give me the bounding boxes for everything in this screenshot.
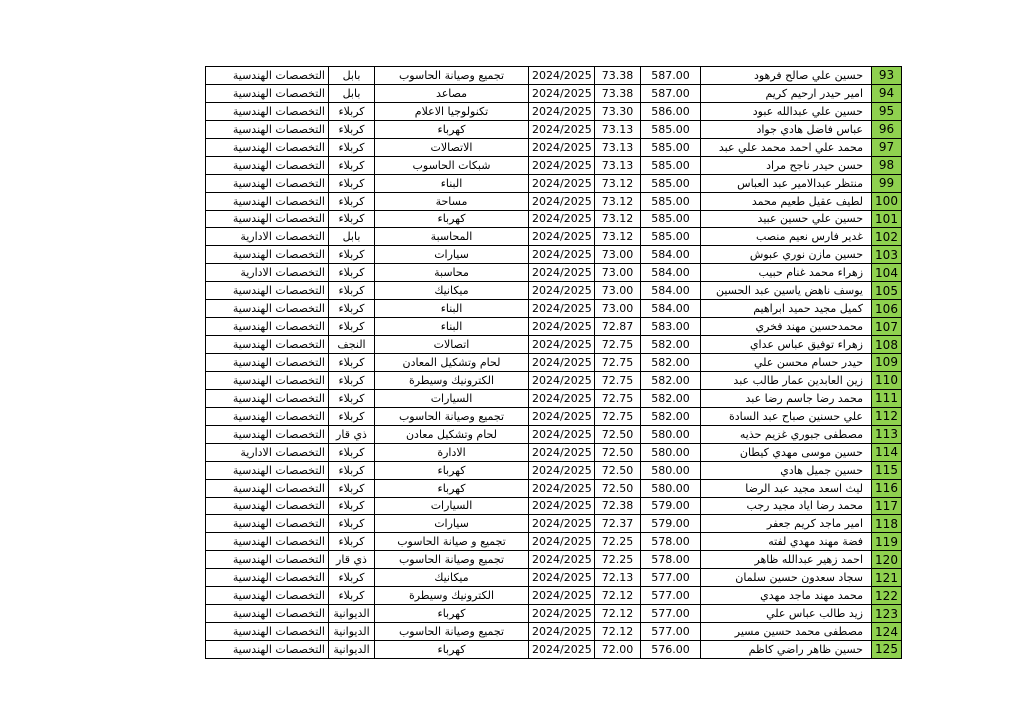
year-cell: 2024/2025 xyxy=(529,318,595,336)
department-cell: مصاعد xyxy=(375,84,529,102)
specialization-cell: التخصصات الهندسية xyxy=(206,192,329,210)
table-row xyxy=(206,210,902,228)
year-cell: 2024/2025 xyxy=(529,533,595,551)
table-row xyxy=(206,551,902,569)
department-cell: تكنولوجيا الاعلام xyxy=(375,102,529,120)
table-row xyxy=(206,443,902,461)
total-cell: 580.00 xyxy=(641,443,701,461)
province-cell: كربلاء xyxy=(329,300,375,318)
specialization-cell: التخصصات الهندسية xyxy=(206,641,329,659)
row-number-cell: 120 xyxy=(872,551,902,569)
average-cell: 72.75 xyxy=(595,354,641,372)
student-name-cell: لطيف عقيل طعيم محمد xyxy=(701,192,872,210)
total-cell: 585.00 xyxy=(641,174,701,192)
specialization-cell: التخصصات الهندسية xyxy=(206,84,329,102)
row-number-cell: 116 xyxy=(872,479,902,497)
total-cell: 582.00 xyxy=(641,389,701,407)
total-cell: 577.00 xyxy=(641,587,701,605)
table-row xyxy=(206,228,902,246)
total-cell: 584.00 xyxy=(641,246,701,264)
table-row xyxy=(206,533,902,551)
department-cell: الاتصالات xyxy=(375,138,529,156)
year-cell: 2024/2025 xyxy=(529,443,595,461)
row-number-cell: 106 xyxy=(872,300,902,318)
department-cell: تجميع وصيانة الحاسوب xyxy=(375,407,529,425)
province-cell: كربلاء xyxy=(329,569,375,587)
row-number-cell: 107 xyxy=(872,318,902,336)
total-cell: 585.00 xyxy=(641,138,701,156)
province-cell: كربلاء xyxy=(329,102,375,120)
average-cell: 72.50 xyxy=(595,425,641,443)
row-number-cell: 97 xyxy=(872,138,902,156)
student-name-cell: حسين علي عبدالله عبود xyxy=(701,102,872,120)
row-number-cell: 100 xyxy=(872,192,902,210)
specialization-cell: التخصصات الادارية xyxy=(206,228,329,246)
province-cell: الديوانية xyxy=(329,605,375,623)
department-cell: المحاسبة xyxy=(375,228,529,246)
student-name-cell: منتظر عبدالامير عبد العباس xyxy=(701,174,872,192)
province-cell: كربلاء xyxy=(329,264,375,282)
average-cell: 72.38 xyxy=(595,497,641,515)
year-cell: 2024/2025 xyxy=(529,479,595,497)
table-row xyxy=(206,318,902,336)
row-number-cell: 95 xyxy=(872,102,902,120)
student-name-cell: حسين جميل هادي xyxy=(701,461,872,479)
average-cell: 73.13 xyxy=(595,156,641,174)
department-cell: الادارة xyxy=(375,443,529,461)
average-cell: 73.00 xyxy=(595,300,641,318)
specialization-cell: التخصصات الهندسية xyxy=(206,569,329,587)
student-name-cell: محمد رضا اياد مجيد رجب xyxy=(701,497,872,515)
total-cell: 577.00 xyxy=(641,569,701,587)
department-cell: كهرباء xyxy=(375,120,529,138)
department-cell: لحام وتشكيل معادن xyxy=(375,425,529,443)
specialization-cell: التخصصات الهندسية xyxy=(206,587,329,605)
row-number-cell: 94 xyxy=(872,84,902,102)
table-row xyxy=(206,407,902,425)
row-number-cell: 110 xyxy=(872,371,902,389)
specialization-cell: التخصصات الهندسية xyxy=(206,515,329,533)
average-cell: 73.38 xyxy=(595,84,641,102)
student-name-cell: سجاد سعدون حسين سلمان xyxy=(701,569,872,587)
year-cell: 2024/2025 xyxy=(529,641,595,659)
average-cell: 72.12 xyxy=(595,605,641,623)
table-row xyxy=(206,569,902,587)
average-cell: 73.00 xyxy=(595,264,641,282)
student-name-cell: حسين موسى مهدي كيطان xyxy=(701,443,872,461)
average-cell: 73.00 xyxy=(595,282,641,300)
student-name-cell: محمد علي احمد محمد علي عبد xyxy=(701,138,872,156)
student-name-cell: محمدحسين مهند فخري xyxy=(701,318,872,336)
student-name-cell: فضة مهند مهدي لفته xyxy=(701,533,872,551)
average-cell: 73.13 xyxy=(595,120,641,138)
year-cell: 2024/2025 xyxy=(529,461,595,479)
table-row xyxy=(206,174,902,192)
year-cell: 2024/2025 xyxy=(529,336,595,354)
row-number-cell: 111 xyxy=(872,389,902,407)
year-cell: 2024/2025 xyxy=(529,138,595,156)
table-row xyxy=(206,515,902,533)
table-row xyxy=(206,102,902,120)
table-row xyxy=(206,354,902,372)
department-cell: تجميع وصيانة الحاسوب xyxy=(375,67,529,85)
province-cell: كربلاء xyxy=(329,587,375,605)
province-cell: ذي قار xyxy=(329,551,375,569)
year-cell: 2024/2025 xyxy=(529,623,595,641)
table-row xyxy=(206,425,902,443)
province-cell: كربلاء xyxy=(329,138,375,156)
row-number-cell: 119 xyxy=(872,533,902,551)
table-row xyxy=(206,246,902,264)
row-number-cell: 93 xyxy=(872,67,902,85)
province-cell: كربلاء xyxy=(329,354,375,372)
row-number-cell: 105 xyxy=(872,282,902,300)
department-cell: سيارات xyxy=(375,246,529,264)
row-number-cell: 118 xyxy=(872,515,902,533)
student-name-cell: عباس فاضل هادي جواد xyxy=(701,120,872,138)
province-cell: كربلاء xyxy=(329,407,375,425)
department-cell: كهرباء xyxy=(375,479,529,497)
average-cell: 72.75 xyxy=(595,371,641,389)
year-cell: 2024/2025 xyxy=(529,497,595,515)
specialization-cell: التخصصات الهندسية xyxy=(206,120,329,138)
student-name-cell: يوسف ناهض ياسين عبد الحسين xyxy=(701,282,872,300)
department-cell: الكترونيك وسيطرة xyxy=(375,371,529,389)
average-cell: 72.75 xyxy=(595,336,641,354)
table-row xyxy=(206,138,902,156)
table-row xyxy=(206,300,902,318)
table-row xyxy=(206,605,902,623)
student-name-cell: محمد رضا جاسم رضا عبد xyxy=(701,389,872,407)
student-name-cell: حسين مازن نوري عبوش xyxy=(701,246,872,264)
total-cell: 578.00 xyxy=(641,533,701,551)
province-cell: كربلاء xyxy=(329,533,375,551)
row-number-cell: 108 xyxy=(872,336,902,354)
province-cell: كربلاء xyxy=(329,282,375,300)
average-cell: 73.13 xyxy=(595,138,641,156)
specialization-cell: التخصصات الهندسية xyxy=(206,551,329,569)
province-cell: ذي قار xyxy=(329,425,375,443)
total-cell: 585.00 xyxy=(641,156,701,174)
total-cell: 579.00 xyxy=(641,497,701,515)
row-number-cell: 117 xyxy=(872,497,902,515)
total-cell: 585.00 xyxy=(641,210,701,228)
province-cell: النجف xyxy=(329,336,375,354)
table-row xyxy=(206,497,902,515)
department-cell: البناء xyxy=(375,300,529,318)
year-cell: 2024/2025 xyxy=(529,84,595,102)
average-cell: 72.37 xyxy=(595,515,641,533)
average-cell: 72.50 xyxy=(595,479,641,497)
row-number-cell: 102 xyxy=(872,228,902,246)
total-cell: 586.00 xyxy=(641,102,701,120)
row-number-cell: 99 xyxy=(872,174,902,192)
average-cell: 73.12 xyxy=(595,228,641,246)
province-cell: كربلاء xyxy=(329,246,375,264)
year-cell: 2024/2025 xyxy=(529,425,595,443)
department-cell: ميكانيك xyxy=(375,569,529,587)
average-cell: 73.00 xyxy=(595,246,641,264)
province-cell: كربلاء xyxy=(329,174,375,192)
student-name-cell: كميل مجيد حميد ابراهيم xyxy=(701,300,872,318)
average-cell: 72.12 xyxy=(595,587,641,605)
row-number-cell: 114 xyxy=(872,443,902,461)
average-cell: 73.38 xyxy=(595,67,641,85)
province-cell: كربلاء xyxy=(329,479,375,497)
specialization-cell: التخصصات الهندسية xyxy=(206,623,329,641)
student-name-cell: ليث اسعد مجيد عبد الرضا xyxy=(701,479,872,497)
year-cell: 2024/2025 xyxy=(529,515,595,533)
specialization-cell: التخصصات الادارية xyxy=(206,443,329,461)
average-cell: 72.00 xyxy=(595,641,641,659)
specialization-cell: التخصصات الهندسية xyxy=(206,102,329,120)
specialization-cell: التخصصات الهندسية xyxy=(206,156,329,174)
specialization-cell: التخصصات الهندسية xyxy=(206,138,329,156)
department-cell: الكترونيك وسيطرة xyxy=(375,587,529,605)
total-cell: 576.00 xyxy=(641,641,701,659)
table-row xyxy=(206,623,902,641)
specialization-cell: التخصصات الهندسية xyxy=(206,282,329,300)
year-cell: 2024/2025 xyxy=(529,354,595,372)
year-cell: 2024/2025 xyxy=(529,246,595,264)
specialization-cell: التخصصات الادارية xyxy=(206,264,329,282)
average-cell: 72.75 xyxy=(595,389,641,407)
table-row xyxy=(206,389,902,407)
student-name-cell: امير حيدر ارحيم كريم xyxy=(701,84,872,102)
average-cell: 72.50 xyxy=(595,461,641,479)
average-cell: 72.75 xyxy=(595,407,641,425)
average-cell: 73.12 xyxy=(595,192,641,210)
student-name-cell: مصطفى جبوري غزيم حذيه xyxy=(701,425,872,443)
student-name-cell: حيدر حسام محسن علي xyxy=(701,354,872,372)
total-cell: 577.00 xyxy=(641,605,701,623)
specialization-cell: التخصصات الهندسية xyxy=(206,461,329,479)
total-cell: 580.00 xyxy=(641,425,701,443)
row-number-cell: 101 xyxy=(872,210,902,228)
table-row xyxy=(206,156,902,174)
province-cell: كربلاء xyxy=(329,515,375,533)
row-number-cell: 109 xyxy=(872,354,902,372)
specialization-cell: التخصصات الهندسية xyxy=(206,479,329,497)
department-cell: كهرباء xyxy=(375,210,529,228)
specialization-cell: التخصصات الهندسية xyxy=(206,318,329,336)
year-cell: 2024/2025 xyxy=(529,67,595,85)
province-cell: بابل xyxy=(329,67,375,85)
row-number-cell: 113 xyxy=(872,425,902,443)
year-cell: 2024/2025 xyxy=(529,228,595,246)
specialization-cell: التخصصات الهندسية xyxy=(206,371,329,389)
department-cell: البناء xyxy=(375,318,529,336)
department-cell: شبكات الحاسوب xyxy=(375,156,529,174)
results-table xyxy=(205,66,902,659)
total-cell: 582.00 xyxy=(641,354,701,372)
year-cell: 2024/2025 xyxy=(529,120,595,138)
row-number-cell: 125 xyxy=(872,641,902,659)
department-cell: البناء xyxy=(375,174,529,192)
department-cell: مساحة xyxy=(375,192,529,210)
specialization-cell: التخصصات الهندسية xyxy=(206,425,329,443)
table-row xyxy=(206,371,902,389)
department-cell: سيارات xyxy=(375,515,529,533)
year-cell: 2024/2025 xyxy=(529,102,595,120)
table-row xyxy=(206,120,902,138)
department-cell: تجميع وصيانة الحاسوب xyxy=(375,551,529,569)
total-cell: 583.00 xyxy=(641,318,701,336)
province-cell: كربلاء xyxy=(329,371,375,389)
table-row xyxy=(206,84,902,102)
department-cell: محاسبة xyxy=(375,264,529,282)
specialization-cell: التخصصات الهندسية xyxy=(206,246,329,264)
specialization-cell: التخصصات الهندسية xyxy=(206,497,329,515)
average-cell: 73.12 xyxy=(595,174,641,192)
total-cell: 578.00 xyxy=(641,551,701,569)
table-row xyxy=(206,67,902,85)
specialization-cell: التخصصات الهندسية xyxy=(206,336,329,354)
specialization-cell: التخصصات الهندسية xyxy=(206,174,329,192)
year-cell: 2024/2025 xyxy=(529,192,595,210)
province-cell: الديوانية xyxy=(329,623,375,641)
department-cell: اتصالات xyxy=(375,336,529,354)
total-cell: 587.00 xyxy=(641,67,701,85)
average-cell: 72.13 xyxy=(595,569,641,587)
year-cell: 2024/2025 xyxy=(529,156,595,174)
province-cell: بابل xyxy=(329,84,375,102)
total-cell: 584.00 xyxy=(641,300,701,318)
year-cell: 2024/2025 xyxy=(529,174,595,192)
province-cell: الديوانية xyxy=(329,641,375,659)
department-cell: كهرباء xyxy=(375,641,529,659)
table-row xyxy=(206,479,902,497)
year-cell: 2024/2025 xyxy=(529,587,595,605)
department-cell: تجميع وصيانة الحاسوب xyxy=(375,623,529,641)
province-cell: كربلاء xyxy=(329,497,375,515)
student-name-cell: احمد زهير عبدالله ظاهر xyxy=(701,551,872,569)
table-body xyxy=(206,67,902,659)
specialization-cell: التخصصات الهندسية xyxy=(206,389,329,407)
year-cell: 2024/2025 xyxy=(529,551,595,569)
department-cell: السيارات xyxy=(375,389,529,407)
row-number-cell: 96 xyxy=(872,120,902,138)
student-name-cell: علي حسنين صباح عبد السادة xyxy=(701,407,872,425)
year-cell: 2024/2025 xyxy=(529,605,595,623)
specialization-cell: التخصصات الهندسية xyxy=(206,354,329,372)
row-number-cell: 112 xyxy=(872,407,902,425)
row-number-cell: 123 xyxy=(872,605,902,623)
year-cell: 2024/2025 xyxy=(529,210,595,228)
row-number-cell: 115 xyxy=(872,461,902,479)
total-cell: 582.00 xyxy=(641,336,701,354)
province-cell: كربلاء xyxy=(329,192,375,210)
year-cell: 2024/2025 xyxy=(529,300,595,318)
total-cell: 584.00 xyxy=(641,282,701,300)
year-cell: 2024/2025 xyxy=(529,389,595,407)
department-cell: لحام وتشكيل المعادن xyxy=(375,354,529,372)
student-name-cell: زين العابدين عمار طالب عبد xyxy=(701,371,872,389)
specialization-cell: التخصصات الهندسية xyxy=(206,533,329,551)
average-cell: 73.12 xyxy=(595,210,641,228)
student-name-cell: غدير فارس نعيم منصب xyxy=(701,228,872,246)
table-row xyxy=(206,641,902,659)
table-row xyxy=(206,192,902,210)
year-cell: 2024/2025 xyxy=(529,407,595,425)
province-cell: كربلاء xyxy=(329,389,375,407)
total-cell: 577.00 xyxy=(641,623,701,641)
student-name-cell: زهراء توفيق عباس عداي xyxy=(701,336,872,354)
department-cell: كهرباء xyxy=(375,605,529,623)
total-cell: 579.00 xyxy=(641,515,701,533)
average-cell: 72.50 xyxy=(595,443,641,461)
row-number-cell: 122 xyxy=(872,587,902,605)
year-cell: 2024/2025 xyxy=(529,282,595,300)
student-name-cell: حسين ظاهر راضي كاظم xyxy=(701,641,872,659)
year-cell: 2024/2025 xyxy=(529,264,595,282)
specialization-cell: التخصصات الهندسية xyxy=(206,407,329,425)
department-cell: السيارات xyxy=(375,497,529,515)
row-number-cell: 103 xyxy=(872,246,902,264)
table-row xyxy=(206,264,902,282)
year-cell: 2024/2025 xyxy=(529,569,595,587)
row-number-cell: 124 xyxy=(872,623,902,641)
specialization-cell: التخصصات الهندسية xyxy=(206,67,329,85)
province-cell: كربلاء xyxy=(329,443,375,461)
specialization-cell: التخصصات الهندسية xyxy=(206,605,329,623)
student-name-cell: حسن حيدر ناجح مراد xyxy=(701,156,872,174)
average-cell: 73.30 xyxy=(595,102,641,120)
student-name-cell: حسين علي صالح فرهود xyxy=(701,67,872,85)
student-name-cell: امير ماجد كريم جعفر xyxy=(701,515,872,533)
table-row xyxy=(206,282,902,300)
province-cell: كربلاء xyxy=(329,210,375,228)
student-name-cell: حسين علي حسين عبيد xyxy=(701,210,872,228)
table-row xyxy=(206,461,902,479)
student-name-cell: زيد طالب عباس علي xyxy=(701,605,872,623)
province-cell: كربلاء xyxy=(329,156,375,174)
table-row xyxy=(206,336,902,354)
average-cell: 72.87 xyxy=(595,318,641,336)
total-cell: 582.00 xyxy=(641,407,701,425)
province-cell: كربلاء xyxy=(329,120,375,138)
student-name-cell: محمد مهند ماجد مهدي xyxy=(701,587,872,605)
row-number-cell: 121 xyxy=(872,569,902,587)
total-cell: 580.00 xyxy=(641,479,701,497)
province-cell: كربلاء xyxy=(329,461,375,479)
total-cell: 585.00 xyxy=(641,120,701,138)
specialization-cell: التخصصات الهندسية xyxy=(206,210,329,228)
table-row xyxy=(206,587,902,605)
total-cell: 585.00 xyxy=(641,228,701,246)
total-cell: 580.00 xyxy=(641,461,701,479)
department-cell: كهرباء xyxy=(375,461,529,479)
average-cell: 72.25 xyxy=(595,551,641,569)
average-cell: 72.12 xyxy=(595,623,641,641)
student-name-cell: مصطفى محمد حسين مسير xyxy=(701,623,872,641)
total-cell: 585.00 xyxy=(641,192,701,210)
year-cell: 2024/2025 xyxy=(529,371,595,389)
total-cell: 587.00 xyxy=(641,84,701,102)
total-cell: 582.00 xyxy=(641,371,701,389)
row-number-cell: 104 xyxy=(872,264,902,282)
student-name-cell: زهراء محمد غنام حبيب xyxy=(701,264,872,282)
total-cell: 584.00 xyxy=(641,264,701,282)
average-cell: 72.25 xyxy=(595,533,641,551)
department-cell: ميكانيك xyxy=(375,282,529,300)
province-cell: بابل xyxy=(329,228,375,246)
specialization-cell: التخصصات الهندسية xyxy=(206,300,329,318)
department-cell: تجميع و صيانة الحاسوب xyxy=(375,533,529,551)
row-number-cell: 98 xyxy=(872,156,902,174)
province-cell: كربلاء xyxy=(329,318,375,336)
